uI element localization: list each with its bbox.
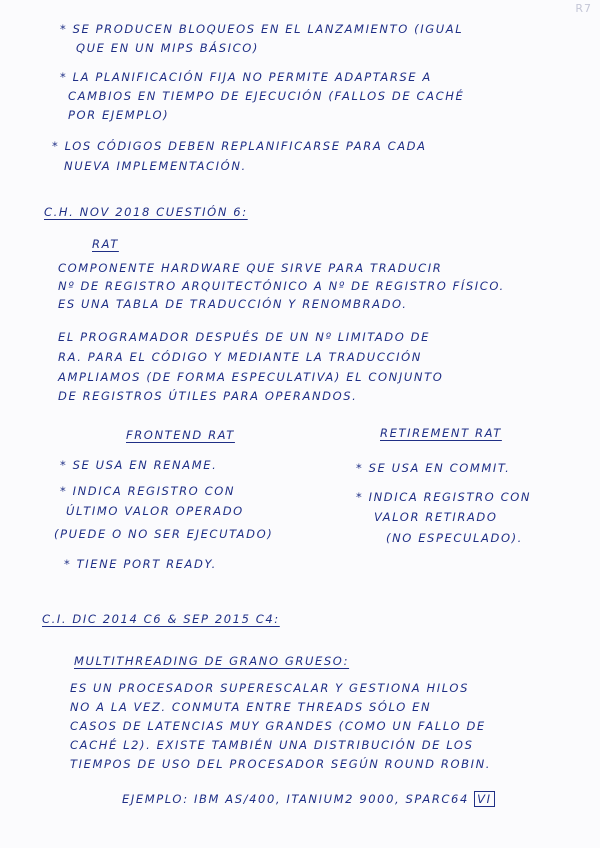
paragraph-line: TIEMPOS DE USO DEL PROCESADOR SEGÚN ROUND ROBIN. — [70, 757, 492, 771]
paragraph-line: DE REGISTROS ÚTILES PARA OPERANDOS. — [58, 389, 358, 403]
bullet-line: * SE PRODUCEN BLOQUEOS EN EL LANZAMIENTO (IGUAL — [60, 22, 464, 36]
frontend-item: * TIENE PORT READY. — [64, 557, 217, 571]
paragraph-line: EL PROGRAMADOR DESPUÉS DE UN Nº LIMITADO DE — [58, 330, 430, 344]
bullet-line: * LOS CÓDIGOS DEBEN REPLANIFICARSE PARA CADA — [52, 139, 427, 153]
paragraph-line: ES UN PROCESADOR SUPERESCALAR Y GESTIONA HILOS — [70, 681, 469, 695]
example-tag: VI — [474, 791, 494, 807]
frontend-item: * SE USA EN RENAME. — [60, 458, 218, 472]
bullet-line: POR EJEMPLO) — [68, 108, 170, 122]
section-heading: C.I. DIC 2014 C6 & SEP 2015 C4: — [42, 612, 280, 626]
paragraph-line: AMPLIAMOS (DE FORMA ESPECULATIVA) EL CONJUNTO — [58, 370, 444, 384]
paragraph-line: Nº DE REGISTRO ARQUITECTÓNICO A Nº DE REGISTRO FÍSICO. — [58, 279, 505, 293]
paragraph-line: CACHÉ L2). EXISTE TAMBIÉN UNA DISTRIBUCIÓN DE LOS — [70, 738, 474, 752]
paragraph-line: COMPONENTE HARDWARE QUE SIRVE PARA TRADUCIR — [58, 261, 443, 275]
bullet-line: QUE EN UN MIPS BÁSICO) — [76, 41, 260, 55]
paragraph-line: ES UNA TABLA DE TRADUCCIÓN Y RENOMBRADO. — [58, 297, 408, 311]
frontend-item: ÚLTIMO VALOR OPERADO — [66, 504, 244, 518]
example-text: EJEMPLO: IBM AS/400, ITANIUM2 9000, SPARC64 — [122, 792, 469, 806]
retirement-item: VALOR RETIRADO — [374, 510, 498, 524]
paragraph-line: CASOS DE LATENCIAS MUY GRANDES (COMO UN FALLO DE — [70, 719, 486, 733]
frontend-item: * INDICA REGISTRO CON — [60, 484, 236, 498]
section-subheading: MULTITHREADING DE GRANO GRUESO: — [74, 654, 350, 668]
frontend-rat-title: FRONTEND RAT — [126, 428, 235, 442]
bullet-line: NUEVA IMPLEMENTACIÓN. — [64, 159, 247, 173]
retirement-item: * SE USA EN COMMIT. — [356, 461, 511, 475]
section-heading: C.H. NOV 2018 CUESTIÓN 6: — [44, 205, 248, 219]
bullet-line: * LA PLANIFICACIÓN FIJA NO PERMITE ADAPTARSE A — [60, 70, 432, 84]
bullet-line: CAMBIOS EN TIEMPO DE EJECUCIÓN (FALLOS DE CACHÉ — [68, 89, 465, 103]
paragraph-line: RA. PARA EL CÓDIGO Y MEDIANTE LA TRADUCCIÓN — [58, 350, 422, 364]
retirement-item: (NO ESPECULADO). — [386, 531, 523, 545]
section-subheading: RAT — [92, 237, 119, 251]
retirement-rat-title: RETIREMENT RAT — [380, 426, 502, 440]
retirement-item: * INDICA REGISTRO CON — [356, 490, 532, 504]
example-line — [122, 792, 495, 806]
frontend-item: (PUEDE O NO SER EJECUTADO) — [54, 527, 274, 541]
paragraph-line: NO A LA VEZ. CONMUTA ENTRE THREADS SÓLO EN — [70, 700, 432, 714]
corner-mark: R7 — [575, 2, 592, 15]
